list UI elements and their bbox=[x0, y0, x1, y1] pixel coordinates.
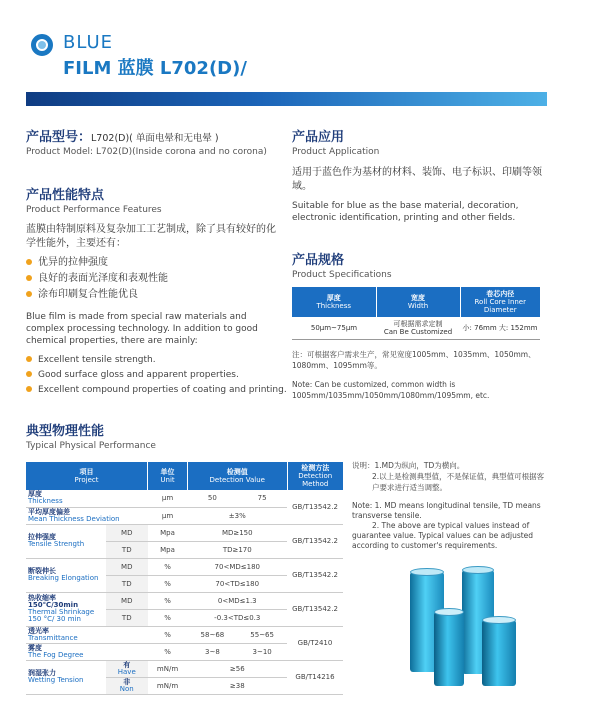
row-tensile-md: MD bbox=[106, 524, 148, 541]
spec-header-thickness: 厚度 Thickness bbox=[292, 287, 376, 317]
spec-core-value: 小: 76mm 大: 152mm bbox=[460, 317, 540, 340]
spec-thickness-value: 50μm~75μm bbox=[292, 317, 376, 340]
row-thickness-unit: μm bbox=[148, 490, 188, 507]
physical-subtitle: Typical Physical Performance bbox=[26, 441, 156, 451]
row-thickness-label: 厚度 Thickness bbox=[26, 490, 148, 507]
row-wetting-unit-non: mN/m bbox=[148, 677, 188, 694]
row-transmittance-label: 透光率 Transmittance bbox=[26, 626, 148, 643]
physical-section-header bbox=[26, 420, 156, 451]
row-deviation-value: ±3% bbox=[188, 507, 287, 524]
phys-header-value: 检测值 Detection Value bbox=[188, 462, 287, 490]
brand-logo-icon bbox=[31, 34, 53, 56]
list-item: 涂布印刷复合性能优良 bbox=[26, 287, 288, 303]
row-elongation-unit: % bbox=[148, 558, 188, 575]
row-wetting-label: 润湿张力 Wetting Tension bbox=[26, 660, 106, 694]
note-en-2: 2. The above are typical values instead of guarantee value. Typical values can be adjusted according to customer's requirements. bbox=[352, 521, 534, 550]
row-shrinkage-unit-td: % bbox=[148, 609, 188, 626]
specs-note-en: Note: Can be customized, common width is 1005mm/1035mm/1050mm/1080mm/1095mm, etc. bbox=[292, 380, 490, 400]
row-elongation-unit-td: % bbox=[148, 575, 188, 592]
row-wetting-non-value: ≥38 bbox=[188, 677, 287, 694]
row-wetting-non: 非 Non bbox=[106, 677, 148, 694]
row-transmittance-v1: 58~68 bbox=[188, 626, 238, 643]
application-text-cn: 适用于蓝色作为基材的材料、装饰、电子标识、印刷等领域。 bbox=[292, 167, 542, 192]
spec-header-core: 卷芯内径 Roll Core Inner Diameter bbox=[460, 287, 540, 317]
model-en: Product Model: L702(D)(Inside corona and no corona) bbox=[26, 147, 267, 157]
physical-title: 典型物理性能 bbox=[26, 424, 105, 439]
list-item: 优异的拉伸强度 bbox=[26, 255, 288, 271]
list-item: Excellent tensile strength. bbox=[26, 353, 288, 368]
row-fog-label: 雾度 The Fog Degree bbox=[26, 643, 148, 660]
header-gradient-bar bbox=[26, 92, 547, 106]
film-rolls-image bbox=[380, 560, 545, 690]
row-tensile-unit: Mpa bbox=[148, 524, 188, 541]
note-en-1: Note: 1. MD means longitudinal tensile, TD means transverse tensile. bbox=[352, 501, 541, 520]
row-tensile-td: TD bbox=[106, 541, 148, 558]
row-shrinkage-md: MD bbox=[106, 592, 148, 609]
row-wetting-have: 有 Have bbox=[106, 660, 148, 677]
table-row bbox=[26, 660, 343, 677]
row-elongation-method: GB/T13542.2 bbox=[287, 558, 343, 592]
row-fog-v1: 3~8 bbox=[188, 643, 238, 660]
row-wetting-have-value: ≥56 bbox=[188, 660, 287, 677]
row-shrinkage-td-value: -0.3<TD≤0.3 bbox=[188, 609, 287, 626]
model-label: 产品型号： bbox=[26, 130, 92, 145]
application-text-en: Suitable for blue as the base material, decoration, electronic identification, printing and other fields. bbox=[292, 201, 519, 223]
row-fog-v2: 3~10 bbox=[237, 643, 287, 660]
row-thickness-v2: 75 bbox=[237, 490, 287, 507]
specs-title: 产品规格 bbox=[292, 253, 345, 268]
table-row bbox=[26, 626, 343, 643]
product-model-section bbox=[26, 126, 288, 157]
row-tensile-method: GB/T13542.2 bbox=[287, 524, 343, 558]
row-thickness-method: GB/T13542.2 bbox=[287, 490, 343, 524]
features-subtitle: Product Performance Features bbox=[26, 205, 162, 215]
row-deviation-label: 平均厚度偏差 Mean Thickness Deviation bbox=[26, 507, 148, 524]
features-list-cn bbox=[26, 255, 288, 303]
row-shrinkage-label: 热收缩率 150℃/30min Thermal Shrinkage 150 °C/ 30 min bbox=[26, 592, 106, 626]
features-intro-en: Blue film is made from special raw materials and complex processing technology. In addition to good chemical properties, there are mainly: bbox=[26, 312, 258, 346]
table-row bbox=[26, 558, 343, 575]
row-tensile-label: 拉伸强度 Tensile Strength bbox=[26, 524, 106, 558]
table-row bbox=[26, 592, 343, 609]
specs-subtitle: Product Specifications bbox=[292, 270, 392, 280]
table-row bbox=[26, 524, 343, 541]
row-elongation-md: MD bbox=[106, 558, 148, 575]
specs-note-cn: 注：可根据客户需求生产，常见宽度1005mm、1035mm、1050mm、1080mm、1095mm等。 bbox=[292, 350, 536, 370]
row-shrinkage-method: GB/T13542.2 bbox=[287, 592, 343, 626]
row-thickness-v1: 50 bbox=[188, 490, 238, 507]
application-title: 产品应用 bbox=[292, 130, 345, 145]
row-shrinkage-unit: % bbox=[148, 592, 188, 609]
table-row bbox=[26, 490, 343, 507]
row-transmittance-method: GB/T2410 bbox=[287, 626, 343, 660]
row-elongation-td-value: 70<TD≤180 bbox=[188, 575, 287, 592]
row-elongation-md-value: 70<MD≤180 bbox=[188, 558, 287, 575]
row-elongation-label: 断裂伸长 Breaking Elongation bbox=[26, 558, 106, 592]
features-intro-cn: 蓝膜由特制原料及复杂加工工艺制成，除了具有较好的化学性能外，主要还有： bbox=[26, 224, 276, 249]
spec-width-value: 可根据需求定制 Can Be Customized bbox=[376, 317, 460, 340]
spec-header-width: 宽度 Width bbox=[376, 287, 460, 317]
list-item: Good surface gloss and apparent properties. bbox=[26, 368, 288, 383]
row-fog-unit: % bbox=[148, 643, 188, 660]
application-subtitle: Product Application bbox=[292, 147, 380, 157]
features-list-en bbox=[26, 353, 288, 398]
features-title: 产品性能特点 bbox=[26, 188, 105, 203]
brand-line-1: BLUE bbox=[63, 32, 114, 53]
row-elongation-td: TD bbox=[106, 575, 148, 592]
list-item: 良好的表面光泽度和表观性能 bbox=[26, 271, 288, 287]
row-shrinkage-md-value: 0<MD≤1.3 bbox=[188, 592, 287, 609]
brand-line-2: FILM 蓝膜 L702(D)/ bbox=[63, 58, 247, 79]
row-wetting-unit: mN/m bbox=[148, 660, 188, 677]
row-tensile-td-value: TD≥170 bbox=[188, 541, 287, 558]
features-section bbox=[26, 184, 288, 398]
application-section bbox=[292, 126, 550, 224]
physical-notes bbox=[352, 460, 548, 551]
phys-header-method: 检测方法 Detection Method bbox=[287, 462, 343, 490]
specs-section bbox=[292, 249, 544, 401]
note-cn-2: 2.以上是检测典型值，不是保证值，典型值可根据客户要求进行适当调整。 bbox=[372, 472, 545, 492]
list-item: Excellent compound properties of coating and printing. bbox=[26, 383, 288, 398]
row-deviation-unit: μm bbox=[148, 507, 188, 524]
physical-table bbox=[26, 462, 343, 695]
row-tensile-md-value: MD≥150 bbox=[188, 524, 287, 541]
phys-header-project: 项目 Project bbox=[26, 462, 148, 490]
phys-header-unit: 单位 Unit bbox=[148, 462, 188, 490]
row-tensile-unit-td: Mpa bbox=[148, 541, 188, 558]
row-wetting-method: GB/T14216 bbox=[287, 660, 343, 694]
row-transmittance-unit: % bbox=[148, 626, 188, 643]
note-cn-1: 说明：1.MD为纵向，TD为横向。 bbox=[352, 461, 465, 470]
model-value: L702(D)( 单面电晕和无电晕 ) bbox=[91, 133, 219, 144]
specs-table bbox=[292, 287, 540, 340]
row-shrinkage-td: TD bbox=[106, 609, 148, 626]
row-transmittance-v2: 55~65 bbox=[237, 626, 287, 643]
